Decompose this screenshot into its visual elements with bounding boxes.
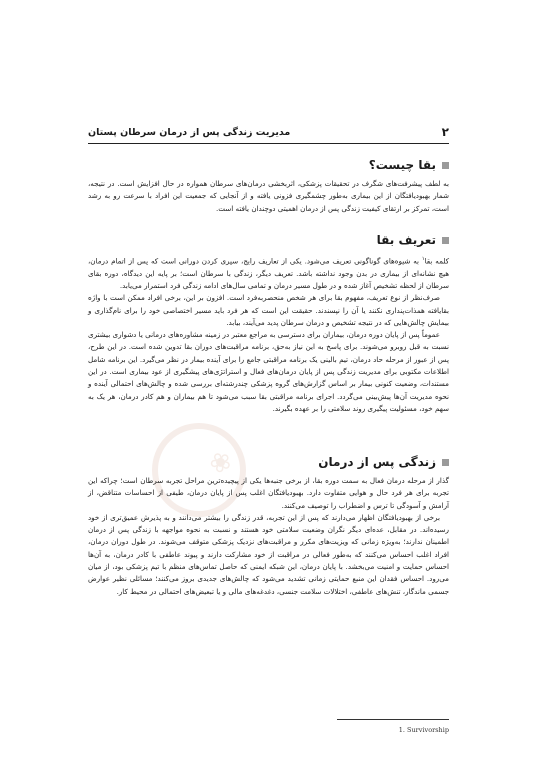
page-number: ۲ — [441, 125, 449, 139]
footnote: 1. Survivorship — [398, 726, 449, 734]
square-bullet-icon — [442, 162, 449, 169]
paragraph: صرف‌نظر از نوع تعریف، مفهوم بقا برای هر شخص منحصربه‌فرد است. افزون بر این، برخی افراد ممکن است با واژه بقایافته همذات‌پنداری نکنند یا آن را نپسندند. حقیقت این است که هر فرد باید مسیر اختصاصی خود را برای نام‌گذاری و بیمایش چالش‌هایی که در نتیجه تشخیص و درمان سرطان پدید می‌آیند، بیابد. — [88, 293, 449, 327]
section-title: زندگی پس از درمان — [318, 455, 436, 469]
paragraph: برخی از بهبودیافتگان اظهار می‌دارند که پس از این تجربه، قدر زندگی را بیشتر می‌دانند و به پذیرش عمیق‌تری از خود رسیده‌اند. در مقابل، عده‌ای دیگر نگران وضعیت سلامتی خود هستند و نسبت به نحوه مواجهه با زندگی پس از درمان اطمینان ندارند؛ به‌ویژه زمانی که ویزیت‌های مکرر و مراقبت‌های نزدیک پزشکی متوقف می‌شوند. در طول دوران درمان، افراد اغلب احساس می‌کنند که به‌طور فعالی در مراقبت از خود مشارکت دارند و پیوند عاطفی با کادر درمان، به آن‌ها احساس حمایت و امنیت می‌بخشد. با پایان درمان، این شبکه ایمنی که حاصل تماس‌های منظم با تیم پزشکی بود، از میان می‌رود. احساس فقدان این منبع حمایتی زمانی تشدید می‌شود که چالش‌های جدیدی بروز می‌کنند؛ مسائلی نظیر عوارض جسمی ماندگار، تنش‌های عاطفی، اختلالات سلامت جنسی، دغدغه‌های مالی و یا تبعیض‌های احتمالی در محیط کار. — [88, 512, 449, 596]
section-body-definition — [88, 253, 449, 415]
paragraph — [88, 253, 449, 292]
footnote-marker: ۱ — [421, 256, 425, 262]
section-heading-what-is-survival — [88, 158, 449, 172]
running-title: مدیریت زندگی پس از درمان سرطان پستان — [88, 126, 291, 138]
paragraph: به لطف پیشرفت‌های شگرف در تحقیقات پزشکی، اثربخشی درمان‌های سرطان همواره در حال افزایش است. در نتیجه، شمار بهبودیافتگان از این بیماری به‌طور چشمگیری فزونی یافته و از آنجایی که جمعیت این افراد با سرعت رو به رشد است، تمرکز بر ارتقای کیفیت زندگی پس از درمان اهمیتی دوچندان یافته است. — [88, 179, 449, 213]
section-title: بقا چیست؟ — [368, 158, 436, 172]
watermark-logo: ❀ — [204, 444, 238, 482]
footnote-divider — [337, 719, 449, 720]
section-title: تعریف بقا — [376, 233, 436, 247]
square-bullet-icon — [442, 237, 449, 244]
square-bullet-icon — [442, 459, 449, 466]
section-body-life-after-treatment — [88, 475, 449, 598]
paragraph: گذار از مرحله درمان فعال به سمت دوره بقا، از برخی جنبه‌ها یکی از پیچیده‌ترین مراحل تجربه سرطان است؛ چراکه این تجربه برای هر فرد حال و هوایی متفاوت دارد. بهبودیافتگان اغلب پس از پایان درمان، طیفی از احساسات متناقض، از آرامش و آسودگی تا ترس و اضطراب را توصیف می‌کنند. — [88, 476, 449, 510]
paragraph-text: به شیوه‌های گوناگونی تعریف می‌شود. یکی از تعاریف رایج، سپری کردن دورانی است که پس از اتمام درمان، هیچ نشانه‌ای از بیماری در بدن وجود نداشته باشد. تعریف دیگر، زندگی با سرطان است؛ بر پایه این دیدگاه، دوره بقای سرطان از لحظه تشخیص آغاز شده و در طول مسیر درمان و تمامی سال‌های ادامه زندگی فرد استمرار می‌یابد. — [88, 256, 449, 290]
word-survival: کلمه بقا — [424, 256, 449, 266]
section-body-what-is-survival — [88, 178, 449, 215]
running-header — [88, 121, 449, 144]
paragraph: عموماً پس از پایان دوره درمان، بیماران برای دسترسی به مراجع معتبر در زمینه مشاوره‌های درمانی یا دشواری بیشتری نسبت به قبل روبرو می‌شوند. برای پاسخ به این نیاز به‌حق، برنامه مراقبت‌های دوران بقا تدوین شده است. در این طرح، پس از عبور از مرحله حاد درمان، تیم بالینی یک برنامه مراقبتی جامع را برای آینده بیمار در نظر می‌گیرد. این برنامه شامل اطلاعات مکتوبی برای مدیریت زندگی پس از پایان درمان‌های فعال و استراتژی‌های پیشگیری از عود بیماری است. در این مستندات، وضعیت کنونی بیمار بر اساس گزارش‌های گروه پزشکی چندرشته‌ای بررسی شده و چالش‌های احتمالی آینده و نحوه مدیریت آن‌ها پیش‌بینی می‌گردد. اجرای برنامه مراقبتی بقا سبب می‌شود تا هم بیماران و هم کادر درمان، هر یک به سهم خود، مسئولیت پیگیری روند سلامتی را بر عهده بگیرند. — [88, 330, 449, 413]
section-heading-definition — [88, 233, 449, 247]
section-heading-life-after-treatment — [88, 455, 449, 469]
